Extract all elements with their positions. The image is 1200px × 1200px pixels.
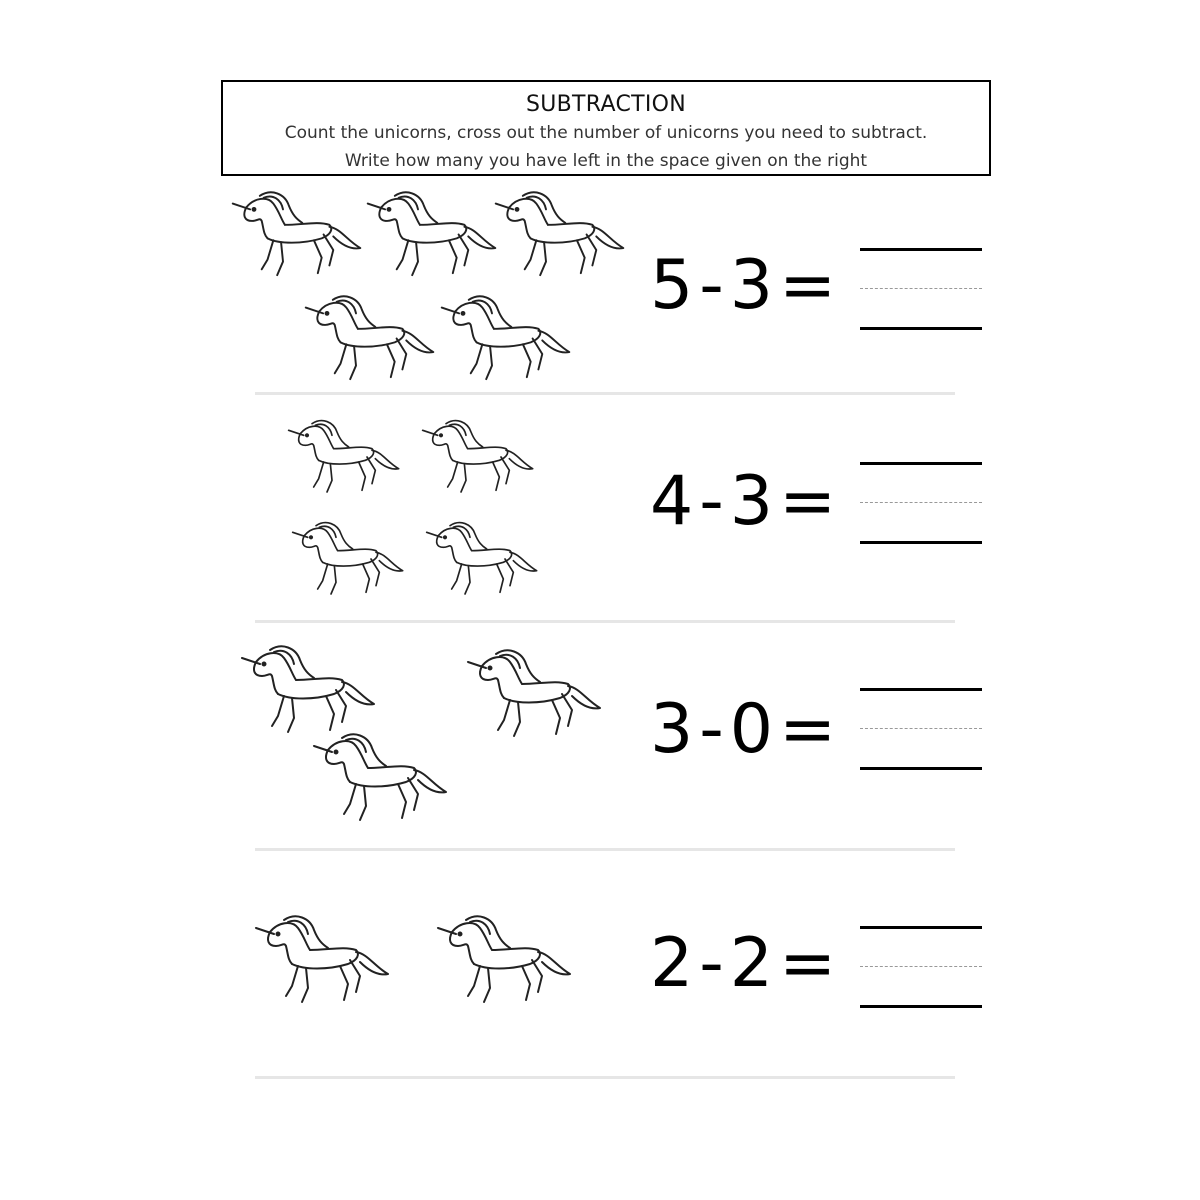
instructions-box [221,80,991,176]
answer-line-top [860,462,982,465]
unicorn-trotting-icon [225,186,370,283]
unicorn-group [220,186,620,396]
answer-blank[interactable] [860,688,982,770]
answer-line-top [860,926,982,929]
worksheet-title: SUBTRACTION [525,92,687,117]
instruction-line-2: Write how many you have left in the space given on the right [344,151,868,171]
equation: 2-2= [650,924,843,1003]
answer-line-mid [860,288,982,289]
unicorn-trotting-icon [298,290,443,387]
unicorn-rearing-icon [282,402,407,512]
answer-line-bottom [860,541,982,544]
unicorn-standing-icon [430,890,580,1030]
row-divider [255,1076,955,1079]
unicorn-group [220,400,620,610]
unicorn-prancing-icon [306,718,456,838]
unicorn-rearing-icon [416,402,541,512]
row-divider [255,392,955,395]
unicorn-rearing-icon [286,504,411,614]
answer-line-bottom [860,1005,982,1008]
answer-line-mid [860,728,982,729]
answer-line-bottom [860,767,982,770]
problem-row-4 [220,886,1000,1096]
unicorn-group [220,626,620,836]
unicorn-rearing-icon [420,504,545,614]
unicorn-prancing-icon [460,634,610,754]
answer-blank[interactable] [860,462,982,544]
answer-blank[interactable] [860,926,982,1008]
answer-line-mid [860,502,982,503]
unicorn-trotting-icon [488,186,633,283]
equation: 4-3= [650,462,843,541]
row-divider [255,848,955,851]
answer-line-top [860,688,982,691]
equation: 5-3= [650,246,843,325]
problem-row-2 [220,400,1000,610]
answer-blank[interactable] [860,248,982,330]
problem-row-1 [220,186,1000,396]
instruction-line-1: Count the unicorns, cross out the number of unicorns you need to subtract. [284,123,928,143]
equation: 3-0= [650,690,843,769]
unicorn-standing-icon [248,890,398,1030]
problem-row-3 [220,626,1000,836]
answer-line-top [860,248,982,251]
unicorn-group [220,886,620,1096]
answer-line-mid [860,966,982,967]
unicorn-trotting-icon [434,290,579,387]
row-divider [255,620,955,623]
answer-line-bottom [860,327,982,330]
unicorn-trotting-icon [360,186,505,283]
